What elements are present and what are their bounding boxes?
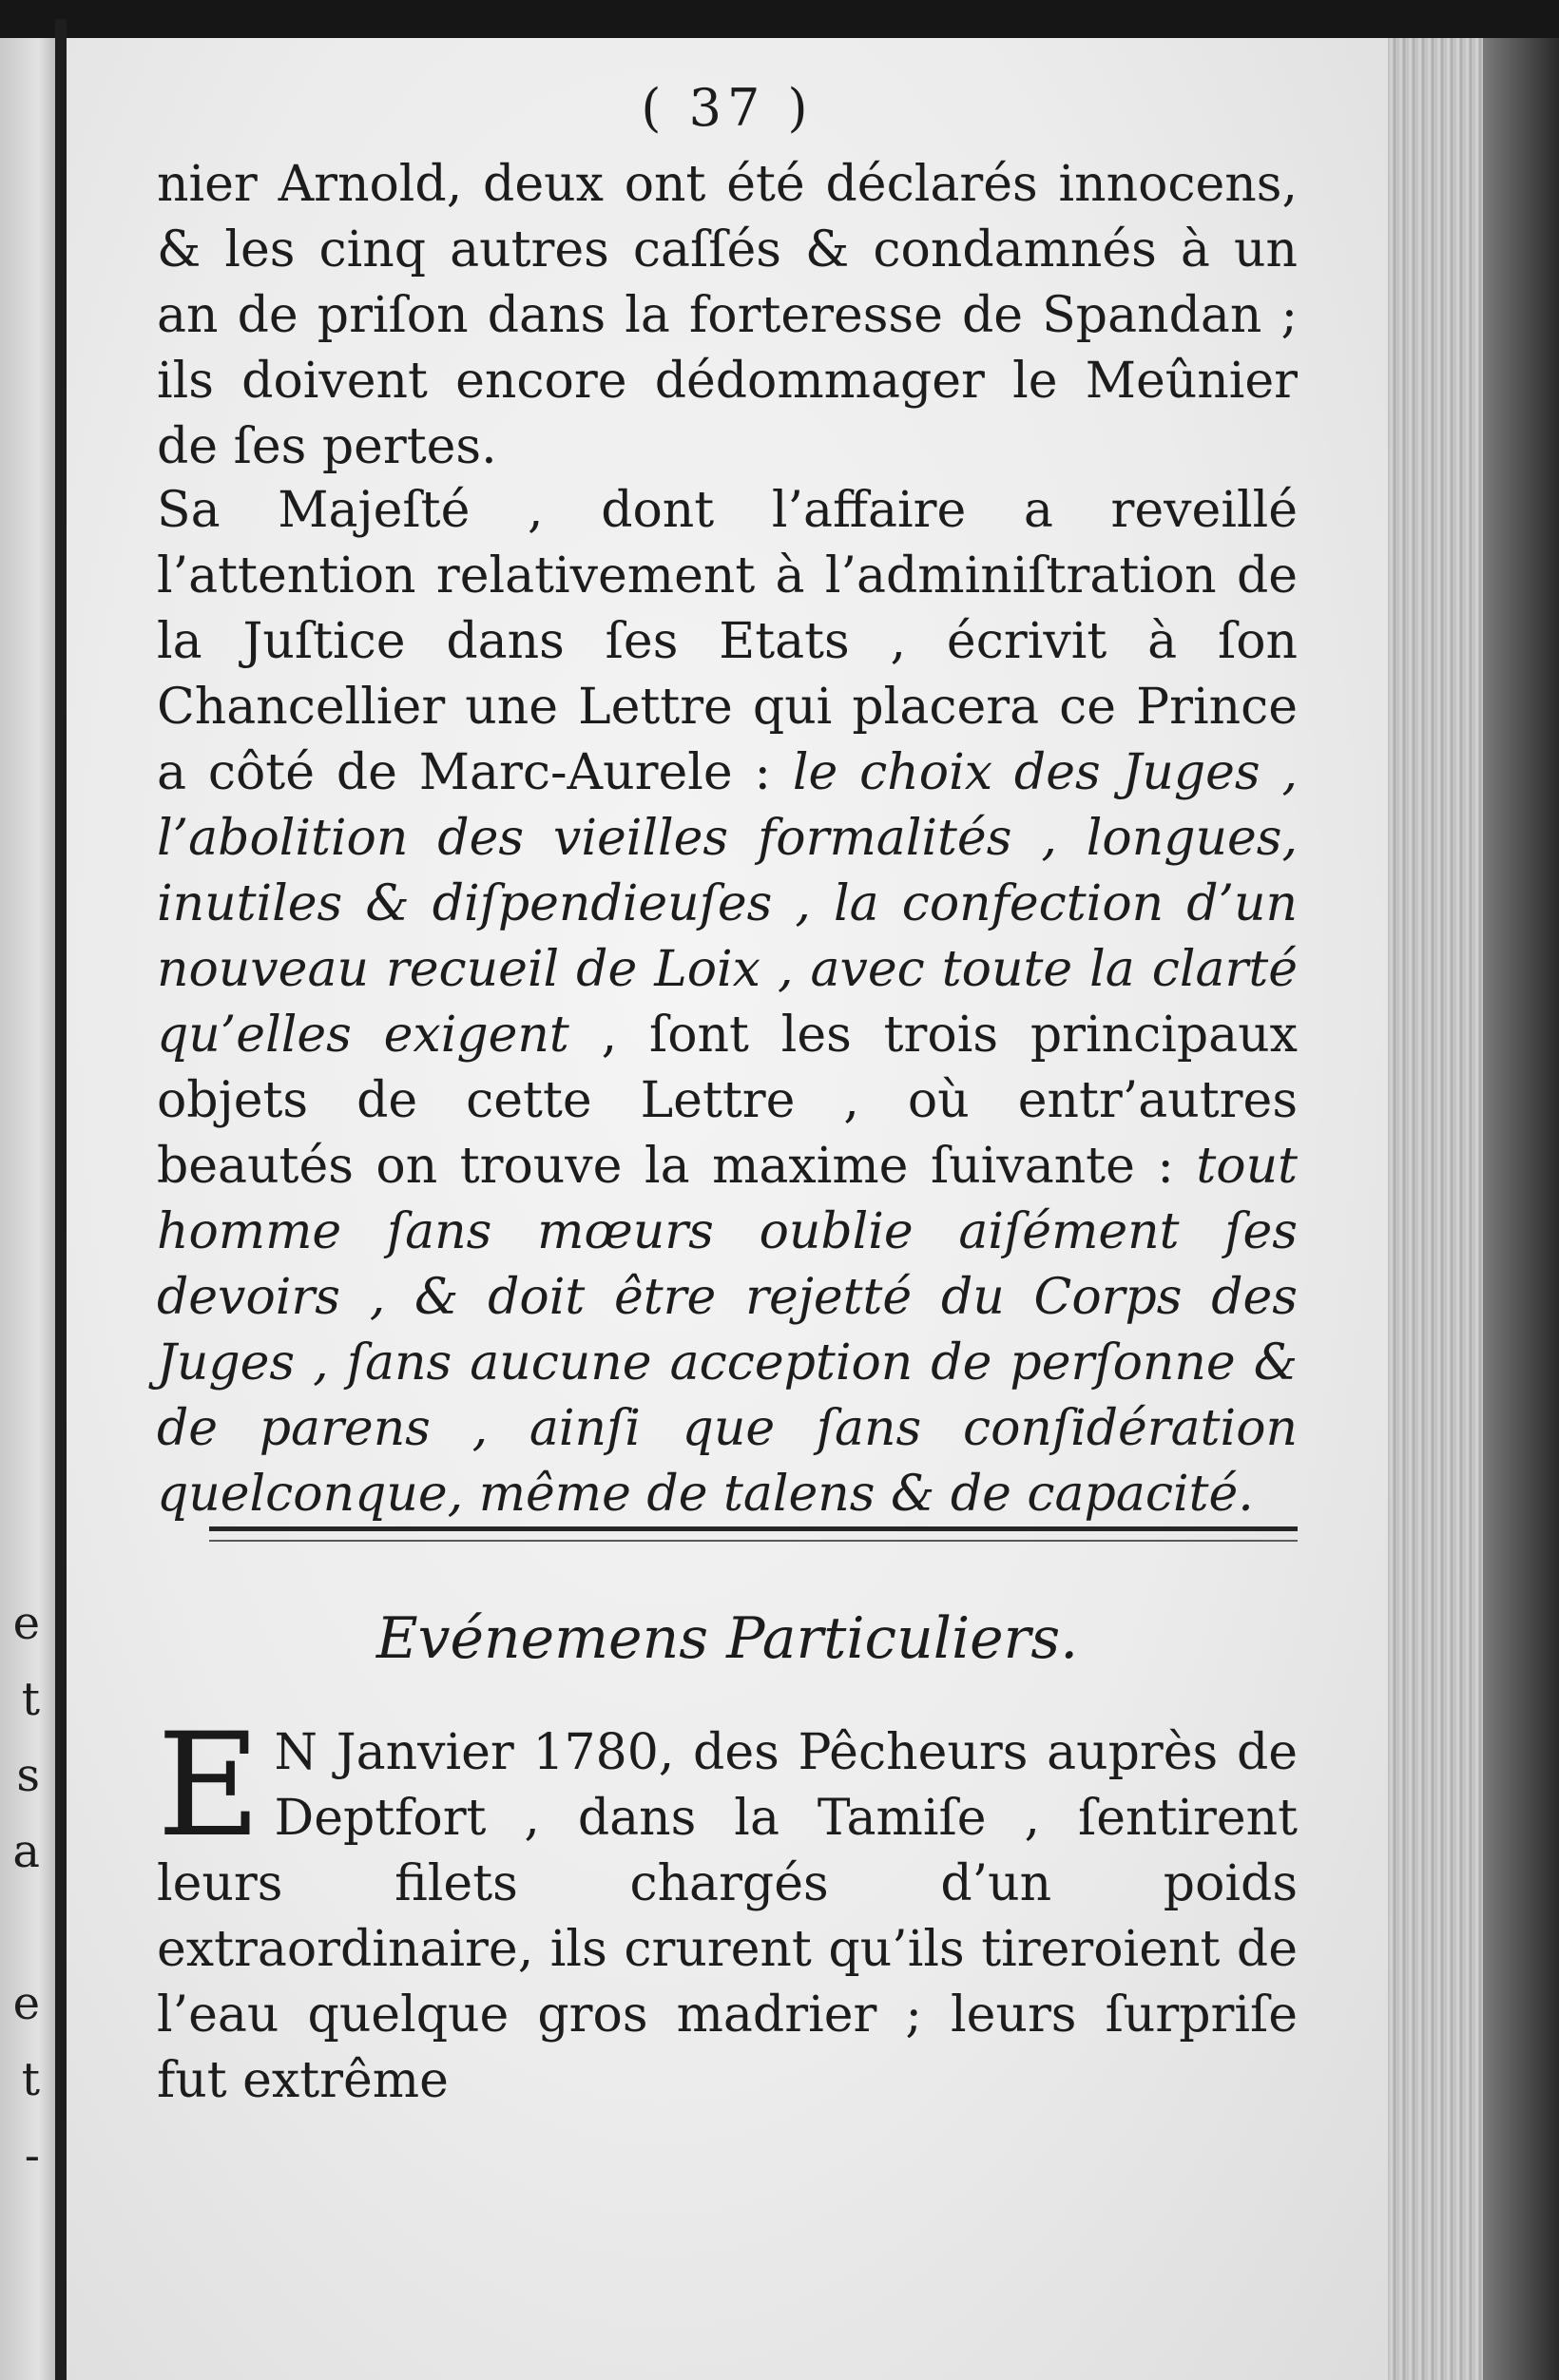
paragraph-text: Sa Majeſté , dont l’affaire a reveillé l’attention relativement à l’adminiſtration de la Juſtice dans ſes Etats , écrivit à ſon Chancellier une Lettre qui placera ce Prince a côté de Marc-Aurele : xyxy=(157,482,1298,801)
left-fragment: a xyxy=(12,1825,40,1878)
left-fragment: s xyxy=(16,1749,40,1802)
paragraph-continuation: nier Arnold, deux ont été déclarés innocens, & les cinq autres caſſés & condamnés à un an de priſon dans la forteresse de Spandan ; ils doivent encore dédommager le Meûnier de ſes pertes. xyxy=(157,156,1298,475)
italic-quote: le choix des Juges , l’abolition des vieilles formalités , longues, inutiles & diſpendieuſes , la confection d’un nouveau recueil de Loix , avec toute la clarté qu’elles exigent xyxy=(157,744,1298,1064)
left-page-edge xyxy=(0,38,55,2380)
left-fragment xyxy=(0,1890,40,1966)
section-heading: Evénemens Particuliers. xyxy=(375,1605,1079,1672)
left-page-text-fragments xyxy=(0,1585,40,2194)
paragraph-text: , ſont les trois principaux objets de cette Lettre , où entr’autres beautés on trouve la maxime ſuivante : xyxy=(157,1007,1298,1195)
book-gutter xyxy=(55,19,67,2380)
page-stack-edge xyxy=(1388,38,1483,2380)
page-edge-shadow xyxy=(1483,38,1559,2380)
section-rule xyxy=(209,1526,1298,1531)
paragraph-text: N Janvier 1780, des Pêcheurs auprès de Deptfort , dans la Tamiſe , ſentirent leurs filets chargés d’un poids extraordinaire, ils crurent qu’ils tireroient de l’eau quelque gros madrier ; leurs ſurpriſe fut extrême xyxy=(157,1724,1298,2109)
section-rule-thin xyxy=(209,1540,1298,1542)
left-fragment: - xyxy=(24,2129,40,2182)
left-fragment: t xyxy=(21,1673,40,1726)
paragraph-letter xyxy=(157,478,1298,1527)
left-fragment: e xyxy=(12,1977,40,2030)
left-fragment: t xyxy=(21,2053,40,2106)
left-fragment: e xyxy=(12,1597,40,1650)
italic-maxim: tout homme ſans mœurs oublie aiſément ſes devoirs , & doit être rejetté du Corps des Juges , ſans aucune acception de perſonne & de parens , ainſi que ſans conſidération quelconque, même de talens & de capacité. xyxy=(157,1138,1298,1523)
drop-cap: E xyxy=(157,1703,261,1869)
page-number: ( 37 ) xyxy=(641,78,814,138)
paragraph-news xyxy=(157,1703,1298,2114)
